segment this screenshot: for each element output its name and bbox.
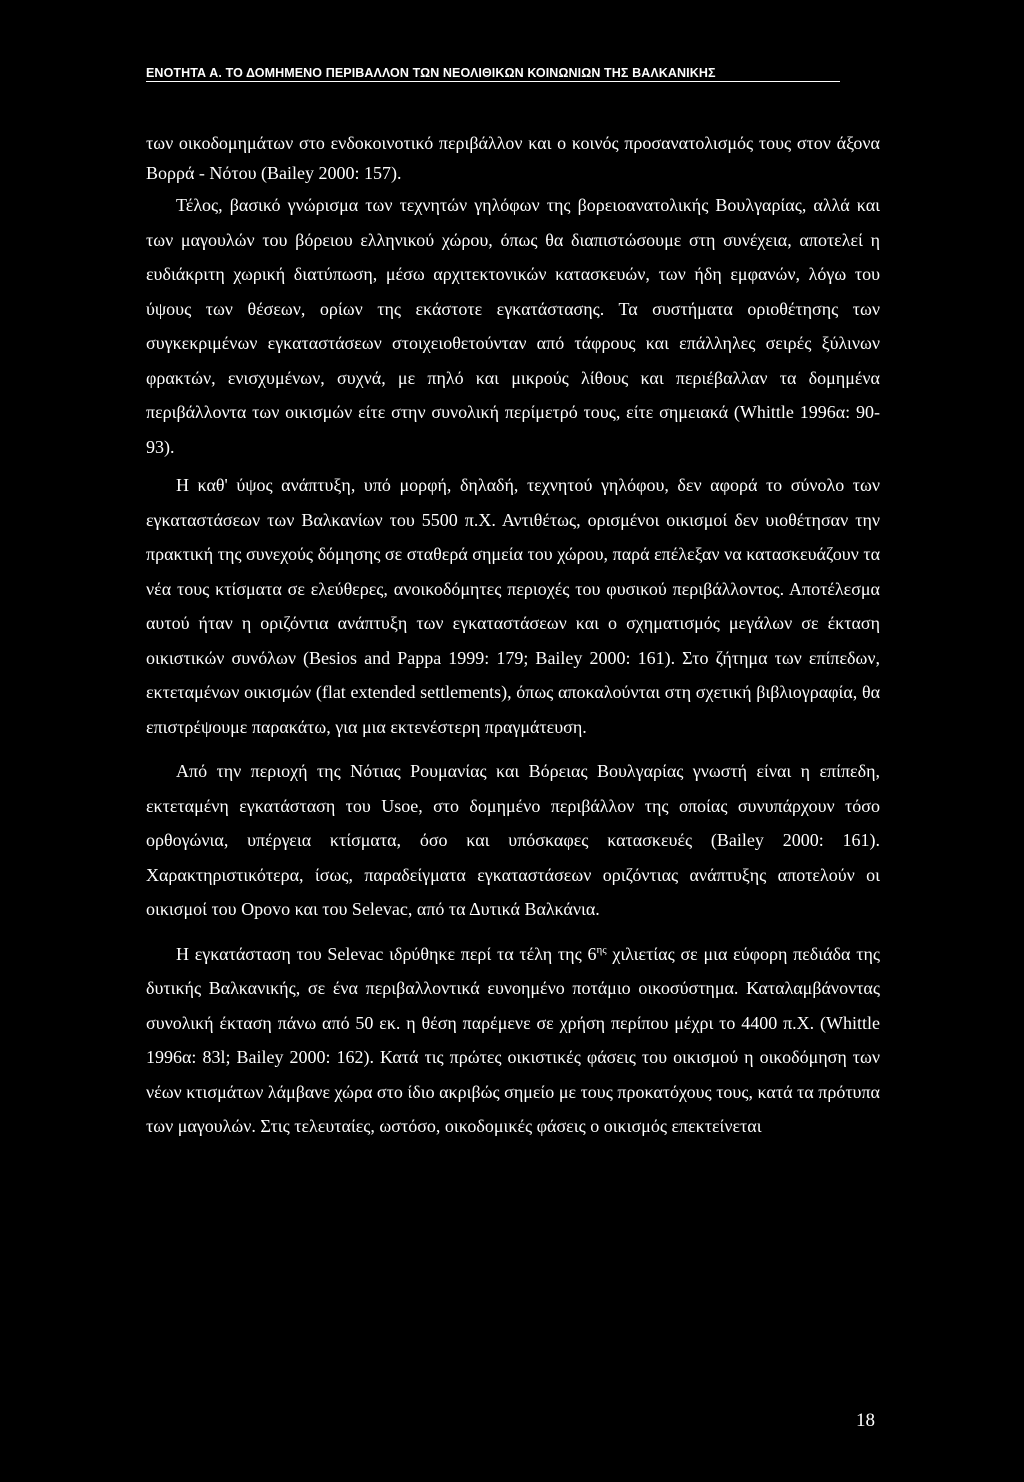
paragraph-selevac xyxy=(146,937,880,1144)
paragraph-boundaries: Τέλος, βασικό γνώρισμα των τεχνητών γηλόφων της βορειοανατολικής Βουλγαρίας, αλλά και των μαγουλών του βόρειου ελληνικού χώρου, όπως θα διαπιστώσουμε στη συνέχεια, αποτελεί η ευδιάκριτη χωρική διατύπωση, μέσω αρχιτεκτονικών κατασκευών, των ήδη εμφανών, λόγω του ύψους των θέσεων, ορίων της εκάστοτε εγκατάστασης. Τα συστήματα οριοθέτησης των συγκεκριμένων εγκαταστάσεων στοιχειοθετούνταν από τάφρους και επάλληλες σειρές ξύλινων φρακτών, ενισχυμένων, συχνά, με πηλό και μικρούς λίθους και περιέβαλλαν τα δομημένα περιβάλλοντα των οικισμών είτε στην συνολική περίμετρό τους, είτε σημειακά (Whittle 1996α: 90-93). xyxy=(146,195,880,457)
paragraph-continued: των οικοδομημάτων στο ενδοκοινοτικό περιβάλλον και ο κοινός προσανατολισμός τους στον άξονα Βορρά - Νότου (Bailey 2000: 157). xyxy=(146,133,880,183)
paragraph-horizontal-development: Η καθ' ύψος ανάπτυξη, υπό μορφή, δηλαδή, τεχνητού γηλόφου, δεν αφορά το σύνολο των εγκαταστάσεων των Βαλκανίων του 5500 π.Χ. Αντιθέτως, ορισμένοι οικισμοί δεν υιοθέτησαν την πρακτική της συνεχούς δόμησης σε σταθερά σημεία του χώρου, παρά επέλεξαν να κατασκευάζουν τα νέα τους κτίσματα σε ελεύθερες, ανοικοδόμητες περιοχές του φυσικού περιβάλλοντος. Αποτέλεσμα αυτού ήταν η οριζόντια ανάπτυξη των εγκαταστάσεων και ο σχηματισμός μεγάλων σε έκταση οικιστικών συνόλων (Besios and Pappa 1999: 179; Bailey 2000: 161). Στο ζήτημα των επίπεδων, εκτεταμένων οικισμών (flat extended settlements), όπως αποκαλούνται στη σχετική βιβλιογραφία, θα επιστρέψουμε παρακάτω, για μια εκτενέστερη πραγμάτευση. xyxy=(146,475,880,737)
page-number: 18 xyxy=(856,1410,875,1431)
ordinal-superscript: ης xyxy=(596,943,607,956)
paragraph-usoe-opovo-selevac: Από την περιοχή της Νότιας Ρουμανίας και Βόρειας Βουλγαρίας γνωστή είναι η επίπεδη, εκτεταμένη εγκατάσταση του Usoe, στο δομημένο περιβάλλον της οποίας συνυπάρχουν τόσο ορθογώνια, υπέργεια κτίσματα, όσο και υπόσκαφες κατασκευές (Bailey 2000: 161). Χαρακτηριστικότερα, ίσως, παραδείγματα εγκαταστάσεων οριζόντιας ανάπτυξης αποτελούν οι οικισμοί του Opovo και του Selevac, από τα Δυτικά Βαλκάνια. xyxy=(146,761,880,919)
body-text xyxy=(146,128,880,1144)
selevac-text-start: Η εγκατάσταση του Selevac ιδρύθηκε περί τα τέλη της 6 xyxy=(176,943,597,964)
selevac-text-rest: χιλιετίας σε μια εύφορη πεδιάδα της δυτικής Βαλκανικής, σε ένα περιβαλλοντικά ευνοημένο ποτάμιο οικοσύστημα. Καταλαμβάνοντας συνολική έκταση πάνω από 50 εκ. η θέση παρέμενε σε χρήση περίπου μέχρι το 4400 π.Χ. (Whittle 1996α: 83l; Bailey 2000: 162). Κατά τις πρώτες οικιστικές φάσεις του οικισμού η οικοδόμηση των νέων κτισμάτων λάμβανε χώρα στο ίδιο ακριβώς σημείο με τους προκατόχους τους, κατά τα πρότυπα των μαγουλών. Στις τελευταίες, ωστόσο, οικοδομικές φάσεις ο οικισμός επεκτείνεται xyxy=(146,943,881,1136)
running-header: ΕΝΟΤΗΤΑ Α. ΤΟ ΔΟΜΗΜΕΝΟ ΠΕΡΙΒΑΛΛΟΝ ΤΩΝ ΝΕΟΛΙΘΙΚΩΝ ΚΟΙΝΩΝΙΩΝ ΤΗΣ ΒΑΛΚΑΝΙΚΗΣ xyxy=(146,66,840,82)
